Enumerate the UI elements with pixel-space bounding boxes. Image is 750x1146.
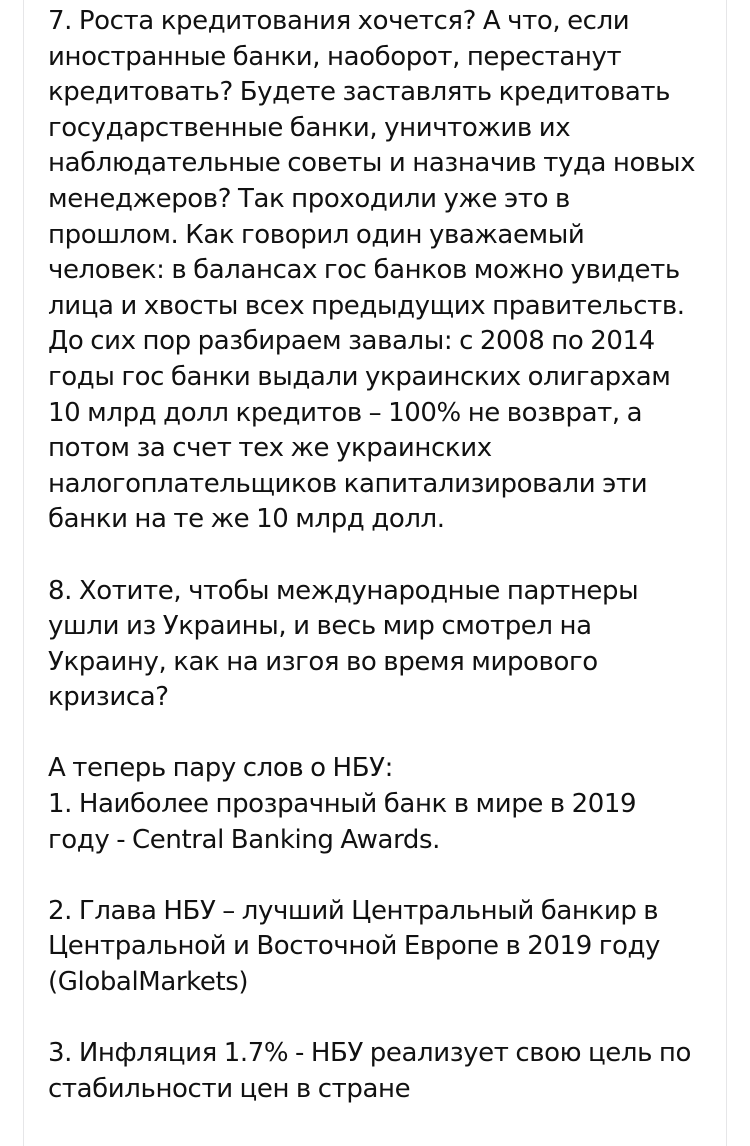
text-line: 7. Роста кредитования хочется? А что, если — [48, 6, 630, 36]
text-line: государственные банки, уничтожив их — [48, 112, 571, 143]
text-line: годы гос банки выдали украинских олигархам — [48, 361, 671, 392]
text-line: иностранные банки, наоборот, перестанут — [48, 41, 622, 72]
text-line: Центральной и Восточной Европе в 2019 году — [48, 931, 661, 962]
text-line: налогоплательщиков капитализировали эти — [48, 468, 648, 499]
post-body — [48, 4, 720, 1107]
left-border — [23, 0, 24, 1146]
text-line: 2. Глава НБУ – лучший Центральный банкир в — [48, 895, 659, 926]
text-line: кризиса? — [48, 682, 169, 713]
text-line: 8. Хотите, чтобы международные партнеры — [48, 575, 639, 606]
text-line: (GlobalMarkets) — [48, 967, 249, 998]
paragraph-nbu-intro — [48, 751, 720, 858]
paragraph-nbu-3 — [48, 1036, 720, 1107]
text-line: менеджеров? Так проходили уже это в — [48, 183, 570, 214]
text-line: лица и хвосты всех предыдущих правительств. — [48, 290, 685, 321]
text-line: А теперь пару слов о НБУ: — [48, 753, 393, 784]
text-line: 3. Инфляция 1.7% - НБУ реализует свою цель по — [48, 1038, 692, 1069]
text-line: прошлом. Как говорил один уважаемый — [48, 219, 585, 250]
text-line: 1. Наиболее прозрачный банк в мире в 2019 — [48, 789, 637, 820]
text-line: наблюдательные советы и назначив туда новых — [48, 148, 696, 179]
text-line: Украину, как на изгоя во время мирового — [48, 646, 598, 677]
text-line: ушли из Украины, и весь мир смотрел на — [48, 611, 592, 642]
paragraph-point-7 — [48, 4, 720, 538]
text-line: 10 млрд долл кредитов – 100% не возврат, а — [48, 397, 643, 428]
text-line: банки на те же 10 млрд долл. — [48, 504, 445, 535]
paragraph-nbu-2 — [48, 894, 720, 1001]
text-line: стабильности цен в стране — [48, 1073, 411, 1104]
text-line: кредитовать? Будете заставлять кредитовать — [48, 77, 671, 108]
text-line: году - Central Banking Awards. — [48, 824, 441, 855]
text-line: До сих пор разбираем завалы: с 2008 по 2014 — [48, 326, 655, 357]
right-border — [726, 0, 727, 1146]
text-line: потом за счет тех же украинских — [48, 433, 492, 464]
text-line: человек: в балансах гос банков можно увидеть — [48, 255, 680, 286]
paragraph-point-8 — [48, 574, 720, 716]
